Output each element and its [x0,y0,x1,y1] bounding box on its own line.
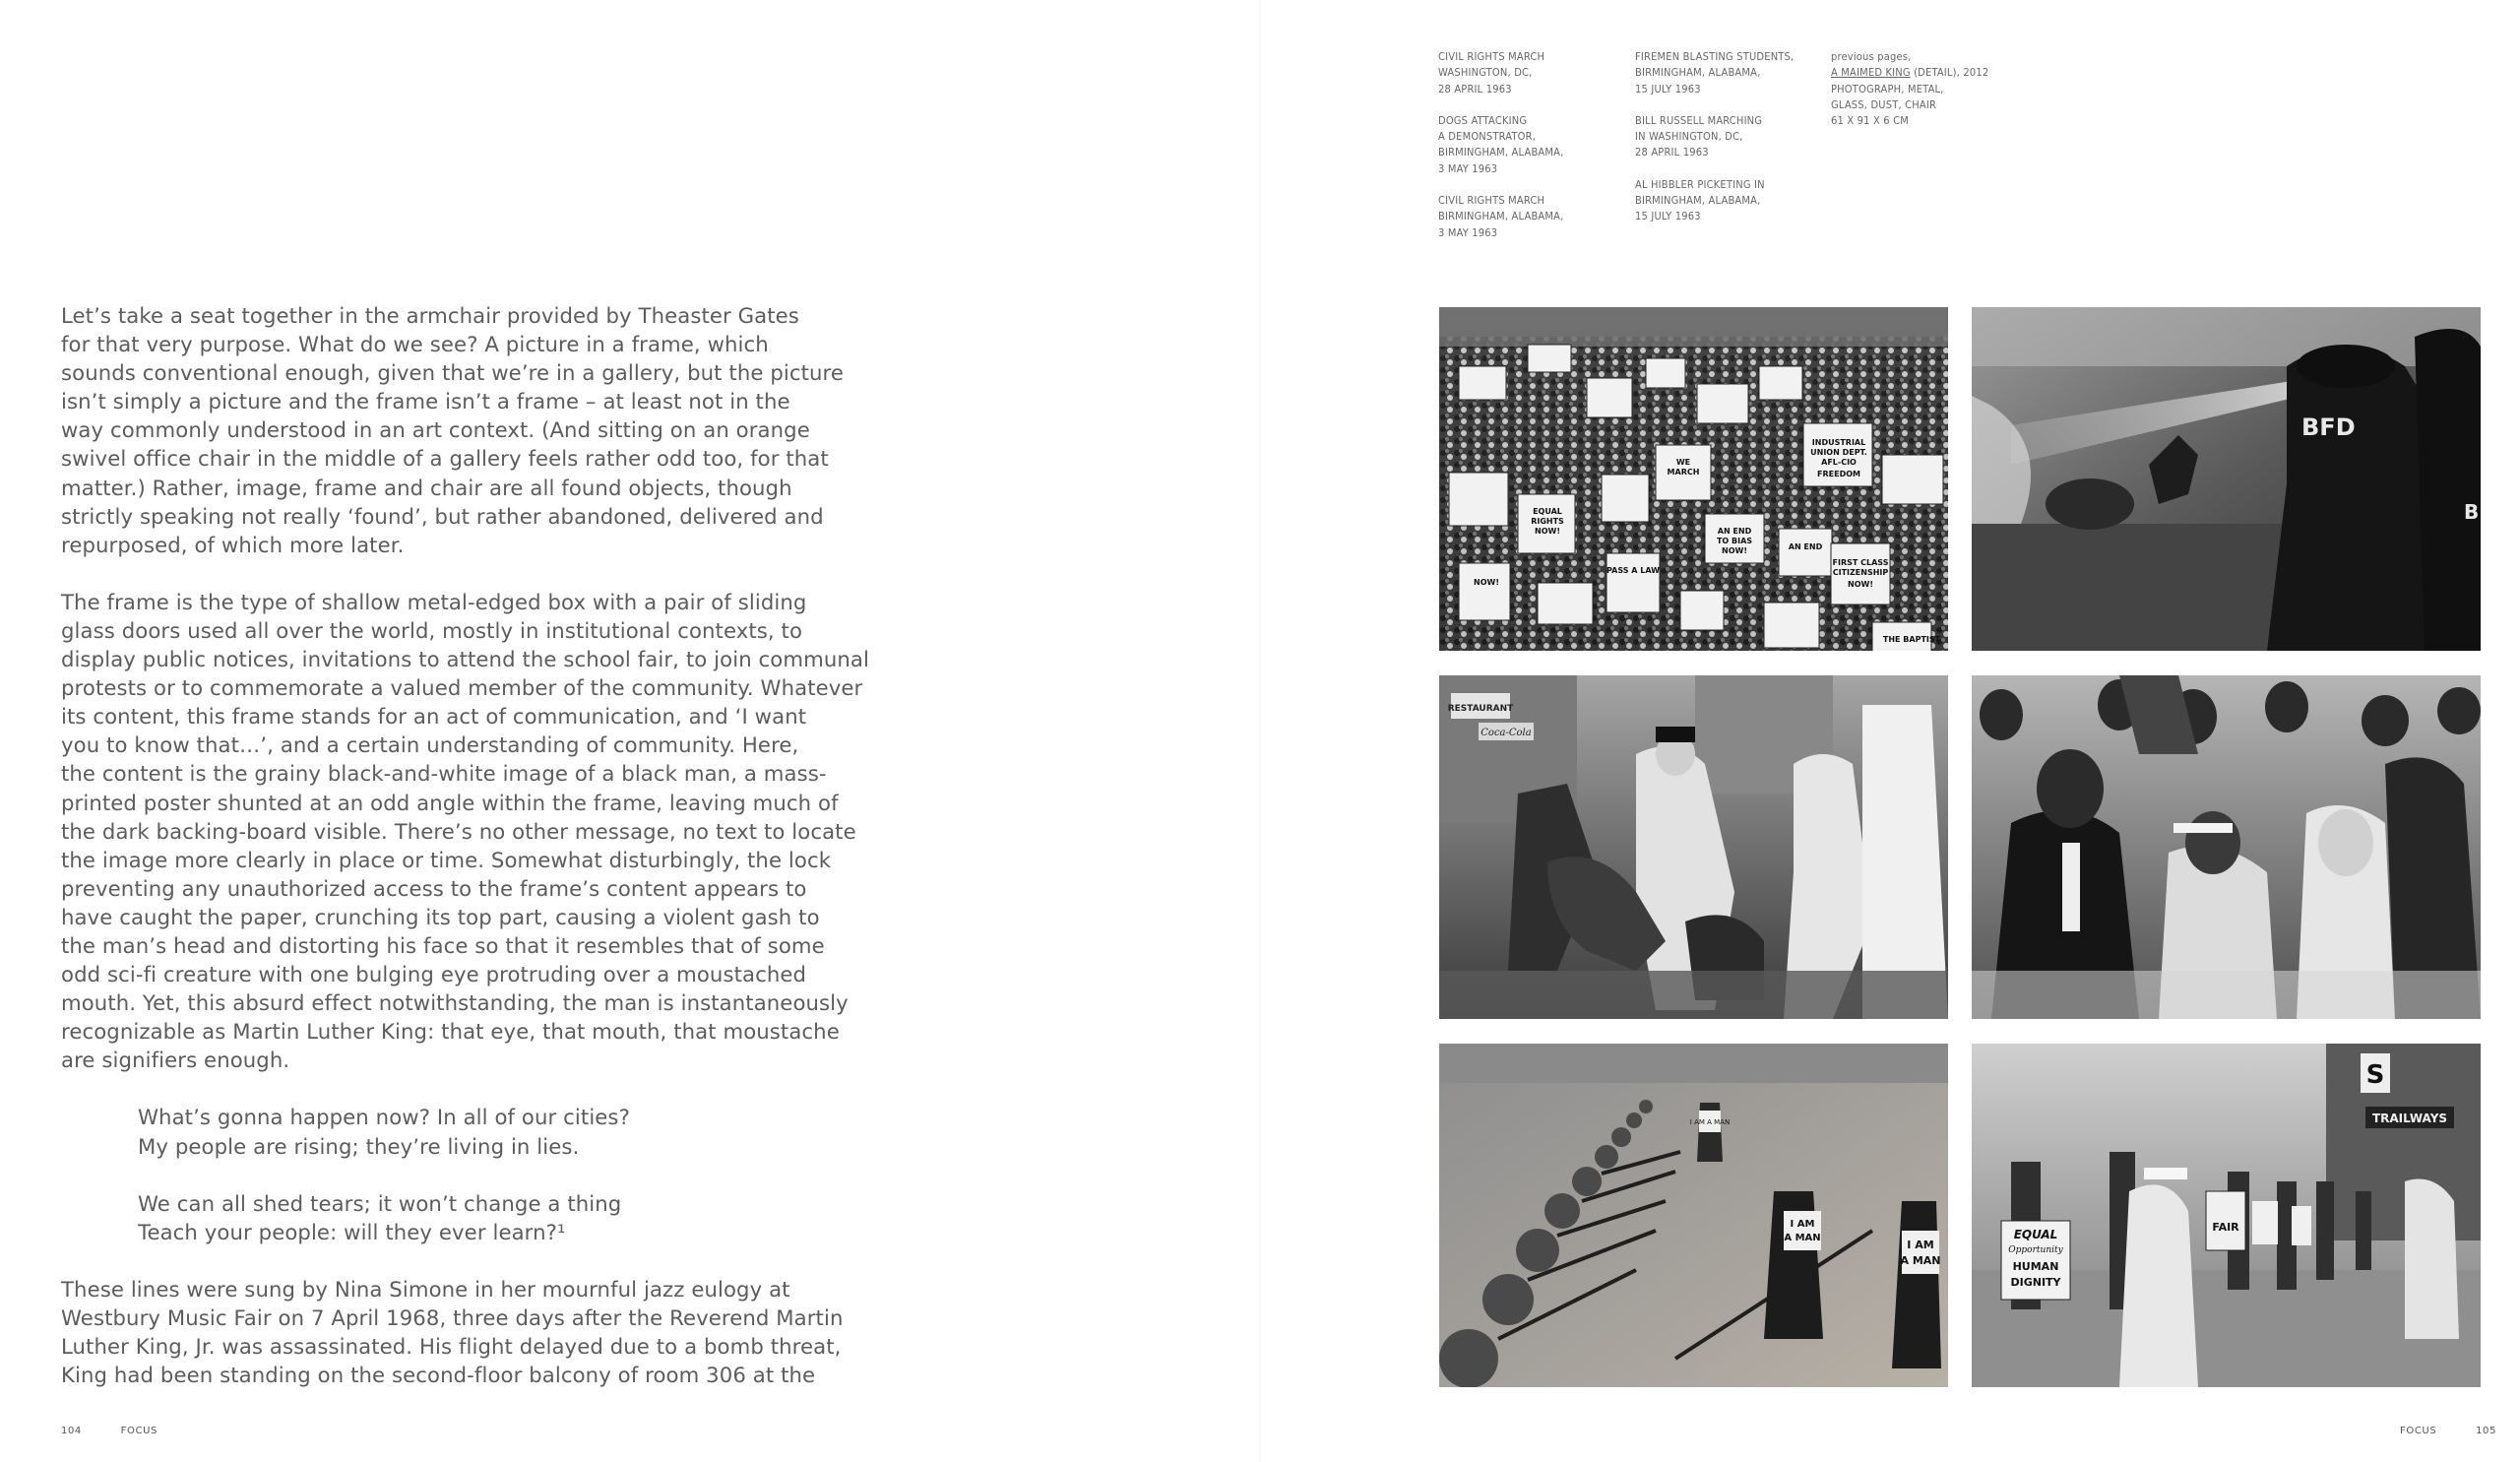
caption-line: CIVIL RIGHTS MARCH [1438,50,1545,63]
svg-text:Opportunity: Opportunity [2008,1245,2063,1255]
svg-text:CITIZENSHIP: CITIZENSHIP [1832,568,1889,577]
photo-caption [1635,113,1832,161]
text-line: Westbury Music Fair on 7 April 1968, three days after the Reverend Martin [61,1304,844,1330]
photo-caption [1438,113,1635,177]
caption-line: CIVIL RIGHTS MARCH [1438,194,1545,208]
caption-line: 3 MAY 1963 [1438,161,1498,175]
photo-firemen-blasting-students [1972,307,2481,651]
text-line: printed poster shunted at an odd angle within the frame, leaving much of [61,790,839,815]
svg-text:AN END: AN END [1788,542,1823,551]
artwork-title: A MAIMED KING [1831,66,1911,80]
text-line: the dark backing-board visible. There’s no other message, no text to locate [61,818,856,844]
text-line: glass doors used all over the world, mostly in institutional contexts, to [61,617,803,643]
caption-line: BIRMINGHAM, ALABAMA, [1438,146,1564,159]
text-line: matter.) Rather, image, frame and chair are all found objects, though [61,475,792,500]
text-line: its content, this frame stands for an act of communication, and ‘I want [61,704,807,730]
page-number: 104 [61,1426,82,1436]
svg-text:RIGHTS: RIGHTS [1531,517,1564,526]
caption-line: BIRMINGHAM, ALABAMA, [1438,210,1564,223]
svg-text:DIGNITY: DIGNITY [2010,1276,2061,1289]
caption-line: BIRMINGHAM, ALABAMA, [1635,66,1761,80]
caption-column-2 [1635,49,1832,241]
text-line: Let’s take a seat together in the armchair provided by Theaster Gates [61,303,799,328]
caption-line: IN WASHINGTON, DC, [1635,130,1743,144]
caption-line: BIRMINGHAM, ALABAMA, [1635,194,1761,208]
svg-text:UNION DEPT.: UNION DEPT. [1810,448,1867,457]
caption-line: DOGS ATTACKING [1438,113,1528,127]
lyric-line: Teach your people: will they ever learn?¹ [138,1219,566,1244]
photo-al-hibbler-picketing [1972,1044,2481,1387]
text-line: strictly speaking not really ‘found’, but rather abandoned, delivered and [61,503,824,529]
photo-caption [1635,49,1832,97]
svg-text:NOW!: NOW! [1535,527,1560,536]
artwork-detail: 61 X 91 X 6 CM [1831,114,1909,128]
text-line: the man’s head and distorting his face so that it resembles that of some [61,932,825,958]
svg-text:EQUAL: EQUAL [1533,507,1562,516]
caption-line: BILL RUSSELL MARCHING [1635,113,1763,127]
svg-text:NOW!: NOW! [1474,578,1499,587]
svg-text:NOW!: NOW! [1848,580,1873,589]
text-line: the content is the grainy black-and-white image of a black man, a mass- [61,761,827,787]
svg-text:EQUAL: EQUAL [2013,1228,2058,1241]
text-line: odd sci-fi creature with one bulging eye protruding over a moustached [61,962,807,987]
text-line: preventing any unauthorized access to the frame’s content appears to [61,875,807,901]
lyric-line: We can all shed tears; it won’t change a thing [138,1190,622,1216]
svg-text:HUMAN: HUMAN [2012,1260,2059,1273]
lyrics-stanza [138,1189,829,1246]
caption-line: 15 JULY 1963 [1635,82,1701,95]
svg-text:A MAN: A MAN [1900,1254,1941,1267]
body-text [61,301,869,1418]
section-name: FOCUS [120,1426,158,1436]
folio-left [61,1426,193,1436]
text-line: the image more clearly in place or time. Somewhat disturbingly, the lock [61,847,832,872]
body-paragraph [61,588,869,1075]
text-line: Luther King, Jr. was assassinated. His flight delayed due to a bomb threat, [61,1334,842,1359]
text-line: King had been standing on the second-floor balcony of room 306 at the [61,1363,816,1388]
caption-intro: previous pages, [1831,50,1912,63]
svg-text:A MAN: A MAN [1784,1233,1821,1243]
svg-text:Coca-Cola: Coca-Cola [1480,728,1532,738]
svg-text:INDUSTRIAL: INDUSTRIAL [1811,438,1866,447]
text-line: swivel office chair in the middle of a gallery feels rather odd too, for that [61,446,829,472]
text-line: for that very purpose. What do we see? A picture in a frame, which [61,332,769,357]
caption-column-1 [1438,49,1635,257]
caption-line: FIREMEN BLASTING STUDENTS, [1635,50,1795,63]
text-line: These lines were sung by Nina Simone in her mournful jazz eulogy at [61,1276,790,1302]
photo-caption [1438,49,1635,97]
svg-text:NOW!: NOW! [1722,546,1747,555]
svg-text:S: S [2365,1060,2385,1090]
svg-text:RESTAURANT: RESTAURANT [1447,704,1514,714]
body-paragraph [61,301,845,559]
svg-text:I AM A MAN: I AM A MAN [1689,1118,1731,1126]
artwork-detail: GLASS, DUST, CHAIR [1831,97,1937,111]
svg-text:TRAILWAYS: TRAILWAYS [2371,1112,2448,1125]
text-line: The frame is the type of shallow metal-edged box with a pair of sliding [61,589,807,614]
svg-text:AFL-CIO: AFL-CIO [1821,458,1857,467]
photo-caption [1438,193,1635,241]
lyrics-stanza [138,1103,829,1160]
artwork-title-suffix: (DETAIL), 2012 [1910,66,1989,80]
svg-text:PASS A LAW: PASS A LAW [1606,566,1660,575]
photo-civil-rights-march-washington [1439,307,1948,651]
caption-line: 3 MAY 1963 [1438,225,1498,239]
photo-dogs-attacking-demonstrator [1439,675,1948,1019]
text-line: protests or to commemorate a valued member of the community. Whatever [61,675,863,701]
svg-text:THE BAPTIST: THE BAPTIST [1882,635,1941,644]
page-number: 105 [2476,1426,2496,1436]
text-line: repurposed, of which more later. [61,532,405,557]
svg-text:AN END: AN END [1717,527,1752,536]
text-line: isn’t simply a picture and the frame isn’t a frame – at least not in the [61,389,790,414]
text-line: are signifiers enough. [61,1048,290,1073]
svg-text:FIRST CLASS: FIRST CLASS [1832,558,1889,567]
bfd-text: BFD [2301,413,2356,441]
caption-line: AL HIBBLER PICKETING IN [1635,177,1765,191]
text-line: mouth. Yet, this absurd effect notwithstanding, the man is instantaneously [61,990,849,1016]
caption-line: A DEMONSTRATOR, [1438,130,1537,144]
text-line: recognizable as Martin Luther King: that eye, that mouth, that moustache [61,1019,840,1045]
song-lyrics [138,1103,829,1245]
text-line: have caught the paper, crunching its top part, causing a violent gash to [61,904,820,929]
text-line: you to know that…’, and a certain understanding of community. Here, [61,732,799,758]
photo-civil-rights-march-birmingham [1439,1044,1948,1387]
gutter [1259,0,1261,1462]
svg-text:I AM: I AM [1907,1239,1934,1251]
folio-right [2400,1426,2496,1436]
body-paragraph [61,1275,844,1389]
text-line: sounds conventional enough, given that we’re in a gallery, but the picture [61,360,845,386]
caption-line: WASHINGTON, DC, [1438,66,1533,80]
artwork-detail: PHOTOGRAPH, METAL, [1831,82,1944,95]
text-line: display public notices, invitations to attend the school fair, to join communal [61,647,869,672]
caption-line: 28 APRIL 1963 [1438,82,1512,95]
lyric-line: What’s gonna happen now? In all of our cities? [138,1105,630,1130]
svg-text:FREEDOM: FREEDOM [1817,470,1860,478]
svg-text:B: B [2464,500,2480,524]
svg-text:WE: WE [1675,458,1691,467]
lyric-line: My people are rising; they’re living in lies. [138,1133,580,1159]
photo-bill-russell-marching [1972,675,2481,1019]
svg-text:TO BIAS: TO BIAS [1716,537,1753,545]
svg-text:I AM: I AM [1790,1219,1815,1230]
text-line: way commonly understood in an art context. (And sitting on an orange [61,417,810,443]
photo-caption [1635,177,1832,225]
caption-line: 15 JULY 1963 [1635,210,1701,223]
caption-column-3 [1831,49,2028,129]
svg-text:FAIR: FAIR [2212,1221,2239,1234]
svg-text:MARCH: MARCH [1667,468,1700,477]
section-name: FOCUS [2400,1426,2437,1436]
caption-line: 28 APRIL 1963 [1635,146,1709,159]
